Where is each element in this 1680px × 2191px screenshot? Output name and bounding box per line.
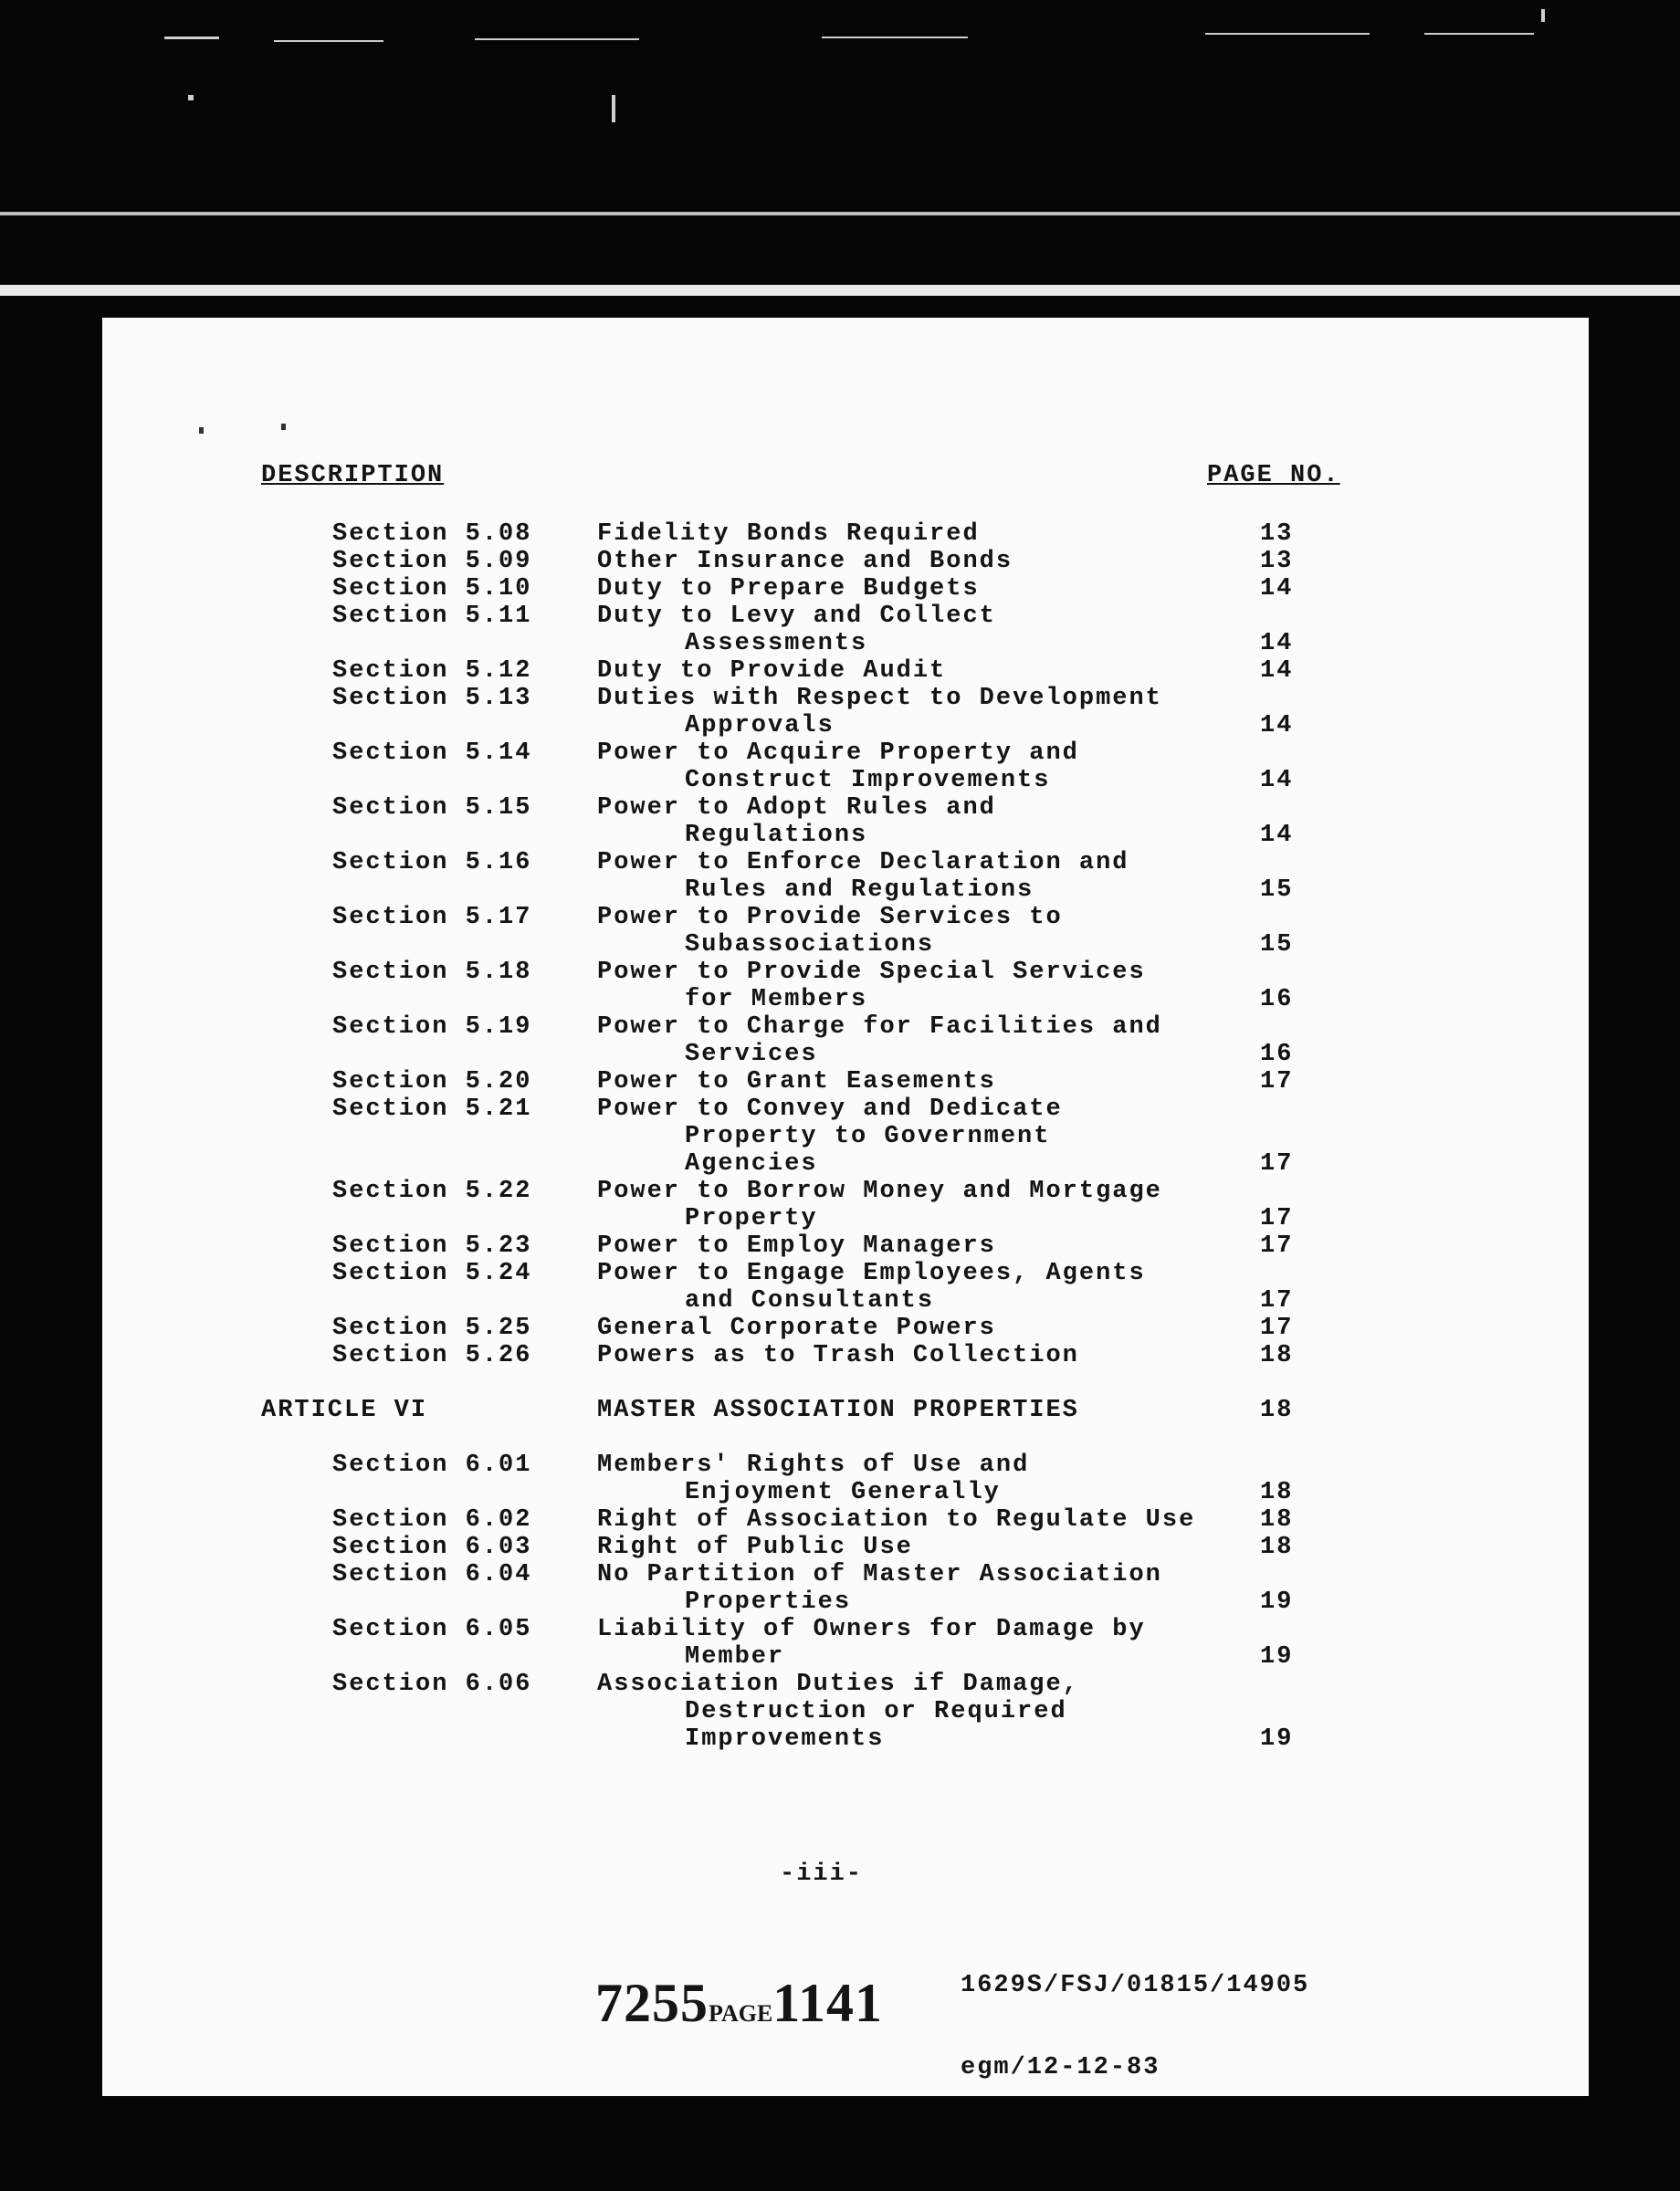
toc-title-line: Property to Government bbox=[685, 1123, 1051, 1150]
toc-section-number: Section 5.15 bbox=[332, 794, 532, 822]
toc-page-number: 13 bbox=[1260, 520, 1294, 548]
toc-section-title bbox=[597, 1068, 1589, 1096]
toc-title-line: Approvals bbox=[685, 712, 835, 739]
toc-page-number: 16 bbox=[1260, 1041, 1294, 1068]
toc-section-title bbox=[597, 1397, 1589, 1424]
toc-title-line: MASTER ASSOCIATION PROPERTIES bbox=[597, 1397, 1079, 1424]
table-of-contents bbox=[102, 520, 1589, 1753]
toc-section-title bbox=[597, 1671, 1589, 1753]
description-header: DESCRIPTION bbox=[261, 462, 445, 489]
toc-title-line: Liability of Owners for Damage by bbox=[597, 1616, 1146, 1643]
toc-section-title bbox=[597, 1232, 1589, 1260]
toc-title-line: Assessments bbox=[685, 630, 868, 657]
toc-section-number: Section 5.09 bbox=[332, 548, 532, 575]
toc-section-number: Section 5.20 bbox=[332, 1068, 532, 1096]
scan-specks bbox=[0, 0, 1680, 365]
toc-row bbox=[102, 685, 1589, 739]
toc-section-title bbox=[597, 1260, 1589, 1315]
toc-row bbox=[102, 1561, 1589, 1616]
toc-section-title bbox=[597, 904, 1589, 959]
toc-section-title bbox=[597, 1315, 1589, 1342]
toc-title-line: Properties bbox=[685, 1588, 852, 1616]
toc-title-line: Construct Improvements bbox=[685, 767, 1051, 794]
toc-section-title bbox=[597, 1561, 1589, 1616]
toc-section-number: Section 5.11 bbox=[332, 603, 532, 630]
toc-row bbox=[102, 1342, 1589, 1369]
toc-title-line: General Corporate Powers bbox=[597, 1315, 996, 1342]
toc-section-title bbox=[597, 959, 1589, 1013]
reference-line-1: 1629S/FSJ/01815/14905 bbox=[961, 1972, 1310, 1999]
toc-page-number: 18 bbox=[1260, 1397, 1294, 1424]
toc-row bbox=[102, 739, 1589, 794]
toc-page-number: 15 bbox=[1260, 931, 1294, 959]
toc-section-number: Section 5.17 bbox=[332, 904, 532, 931]
toc-title-line: Fidelity Bonds Required bbox=[597, 520, 980, 548]
toc-title-line: Enjoyment Generally bbox=[685, 1479, 1001, 1506]
toc-section-title bbox=[597, 739, 1589, 794]
toc-section-number: Section 6.04 bbox=[332, 1561, 532, 1588]
toc-title-line: Duty to Levy and Collect bbox=[597, 603, 996, 630]
toc-section-title bbox=[597, 794, 1589, 849]
toc-row bbox=[102, 603, 1589, 657]
recording-stamp bbox=[595, 1972, 883, 2035]
toc-row bbox=[102, 1178, 1589, 1232]
toc-page-number: 14 bbox=[1260, 575, 1294, 603]
toc-row bbox=[102, 657, 1589, 685]
toc-title-line: Power to Provide Special Services bbox=[597, 959, 1146, 986]
toc-title-line: Power to Charge for Facilities and bbox=[597, 1013, 1162, 1041]
toc-page-number: 15 bbox=[1260, 876, 1294, 904]
toc-title-line: Power to Employ Managers bbox=[597, 1232, 996, 1260]
toc-row bbox=[102, 1013, 1589, 1068]
toc-section-number: Section 6.01 bbox=[332, 1452, 532, 1479]
toc-section-number: Section 5.25 bbox=[332, 1315, 532, 1342]
toc-section-title bbox=[597, 1342, 1589, 1369]
toc-title-line: Power to Grant Easements bbox=[597, 1068, 996, 1096]
toc-title-line: Power to Provide Services to bbox=[597, 904, 1063, 931]
toc-section-title bbox=[597, 849, 1589, 904]
toc-title-line: and Consultants bbox=[685, 1287, 935, 1315]
toc-section-title bbox=[597, 1178, 1589, 1232]
stamp-page: 1141 bbox=[772, 1973, 883, 2033]
toc-spacer bbox=[102, 1369, 1589, 1397]
toc-title-line: Right of Association to Regulate Use bbox=[597, 1506, 1196, 1534]
toc-page-number: 14 bbox=[1260, 630, 1294, 657]
toc-section-number: ARTICLE VI bbox=[261, 1397, 428, 1424]
toc-page-number: 14 bbox=[1260, 712, 1294, 739]
toc-page-number: 17 bbox=[1260, 1232, 1294, 1260]
toc-title-line: Power to Adopt Rules and bbox=[597, 794, 996, 822]
toc-row bbox=[102, 1260, 1589, 1315]
toc-title-line: Right of Public Use bbox=[597, 1534, 913, 1561]
toc-title-line: Power to Engage Employees, Agents bbox=[597, 1260, 1146, 1287]
toc-section-number: Section 5.24 bbox=[332, 1260, 532, 1287]
toc-page-number: 16 bbox=[1260, 986, 1294, 1013]
toc-title-line: Property bbox=[685, 1205, 818, 1232]
toc-section-number: Section 5.21 bbox=[332, 1096, 532, 1123]
toc-title-line: Members' Rights of Use and bbox=[597, 1452, 1030, 1479]
page-no-header: PAGE NO. bbox=[1207, 462, 1340, 489]
toc-title-line: Regulations bbox=[685, 822, 868, 849]
toc-title-line: Member bbox=[685, 1643, 785, 1671]
toc-section-number: Section 5.12 bbox=[332, 657, 532, 685]
toc-title-line: No Partition of Master Association bbox=[597, 1561, 1162, 1588]
toc-section-title bbox=[597, 1013, 1589, 1068]
toc-title-line: Agencies bbox=[685, 1150, 818, 1178]
toc-page-number: 14 bbox=[1260, 767, 1294, 794]
toc-article-row bbox=[102, 1397, 1589, 1424]
toc-section-title bbox=[597, 685, 1589, 739]
toc-page-number: 17 bbox=[1260, 1287, 1294, 1315]
toc-title-line: Subassociations bbox=[685, 931, 935, 959]
toc-row bbox=[102, 1452, 1589, 1506]
toc-title-line: for Members bbox=[685, 986, 868, 1013]
toc-section-title bbox=[597, 520, 1589, 548]
toc-row bbox=[102, 1232, 1589, 1260]
toc-section-number: Section 6.02 bbox=[332, 1506, 532, 1534]
toc-section-title bbox=[597, 657, 1589, 685]
document-reference bbox=[961, 1917, 1309, 2136]
toc-row bbox=[102, 1616, 1589, 1671]
toc-row bbox=[102, 849, 1589, 904]
toc-section-number: Section 6.05 bbox=[332, 1616, 532, 1643]
toc-page-number: 18 bbox=[1260, 1506, 1294, 1534]
toc-section-number: Section 5.23 bbox=[332, 1232, 532, 1260]
toc-section-number: Section 5.14 bbox=[332, 739, 532, 767]
toc-section-title bbox=[597, 1096, 1589, 1178]
stamp-book: 7255 bbox=[595, 1973, 709, 2033]
toc-title-line: Association Duties if Damage, bbox=[597, 1671, 1079, 1698]
toc-section-number: Section 5.13 bbox=[332, 685, 532, 712]
toc-section-number: Section 5.10 bbox=[332, 575, 532, 603]
toc-section-title bbox=[597, 1452, 1589, 1506]
toc-row bbox=[102, 794, 1589, 849]
page-number: -iii- bbox=[780, 1861, 864, 1888]
toc-section-number: Section 5.22 bbox=[332, 1178, 532, 1205]
toc-section-title bbox=[597, 1506, 1589, 1534]
toc-row bbox=[102, 959, 1589, 1013]
toc-row bbox=[102, 904, 1589, 959]
toc-spacer bbox=[102, 1424, 1589, 1452]
toc-page-number: 18 bbox=[1260, 1534, 1294, 1561]
reference-line-2: egm/12-12-83 bbox=[961, 2054, 1160, 2081]
toc-section-number: Section 5.08 bbox=[332, 520, 532, 548]
stamp-page-label: PAGE bbox=[709, 2000, 773, 2027]
toc-title-line: Duties with Respect to Development bbox=[597, 685, 1162, 712]
toc-row bbox=[102, 548, 1589, 575]
toc-page-number: 13 bbox=[1260, 548, 1294, 575]
toc-title-line: Power to Acquire Property and bbox=[597, 739, 1079, 767]
toc-page-number: 19 bbox=[1260, 1725, 1294, 1753]
toc-page-number: 17 bbox=[1260, 1150, 1294, 1178]
toc-page-number: 14 bbox=[1260, 657, 1294, 685]
toc-page-number: 17 bbox=[1260, 1315, 1294, 1342]
toc-row bbox=[102, 1315, 1589, 1342]
toc-title-line: Power to Borrow Money and Mortgage bbox=[597, 1178, 1162, 1205]
toc-row bbox=[102, 1534, 1589, 1561]
toc-row bbox=[102, 520, 1589, 548]
toc-section-number: Section 6.06 bbox=[332, 1671, 532, 1698]
toc-section-number: Section 5.19 bbox=[332, 1013, 532, 1041]
toc-section-number: Section 5.18 bbox=[332, 959, 532, 986]
toc-page-number: 18 bbox=[1260, 1479, 1294, 1506]
toc-page-number: 18 bbox=[1260, 1342, 1294, 1369]
toc-row bbox=[102, 1671, 1589, 1753]
toc-row bbox=[102, 1506, 1589, 1534]
toc-row bbox=[102, 1068, 1589, 1096]
toc-title-line: Destruction or Required bbox=[685, 1698, 1067, 1725]
toc-title-line: Services bbox=[685, 1041, 818, 1068]
toc-title-line: Improvements bbox=[685, 1725, 885, 1753]
toc-section-title bbox=[597, 548, 1589, 575]
toc-title-line: Duty to Provide Audit bbox=[597, 657, 947, 685]
toc-title-line: Power to Enforce Declaration and bbox=[597, 849, 1129, 876]
toc-page-number: 17 bbox=[1260, 1205, 1294, 1232]
toc-page-number: 17 bbox=[1260, 1068, 1294, 1096]
toc-title-line: Power to Convey and Dedicate bbox=[597, 1096, 1063, 1123]
toc-title-line: Powers as to Trash Collection bbox=[597, 1342, 1079, 1369]
toc-title-line: Rules and Regulations bbox=[685, 876, 1034, 904]
toc-section-title bbox=[597, 1534, 1589, 1561]
toc-page-number: 19 bbox=[1260, 1643, 1294, 1671]
toc-page-number: 19 bbox=[1260, 1588, 1294, 1616]
document-page bbox=[102, 318, 1589, 2096]
toc-row bbox=[102, 575, 1589, 603]
toc-section-title bbox=[597, 603, 1589, 657]
toc-section-number: Section 5.26 bbox=[332, 1342, 532, 1369]
toc-title-line: Other Insurance and Bonds bbox=[597, 548, 1013, 575]
toc-section-number: Section 6.03 bbox=[332, 1534, 532, 1561]
toc-section-title bbox=[597, 1616, 1589, 1671]
toc-section-title bbox=[597, 575, 1589, 603]
toc-page-number: 14 bbox=[1260, 822, 1294, 849]
toc-title-line: Duty to Prepare Budgets bbox=[597, 575, 980, 603]
toc-section-number: Section 5.16 bbox=[332, 849, 532, 876]
toc-row bbox=[102, 1096, 1589, 1178]
